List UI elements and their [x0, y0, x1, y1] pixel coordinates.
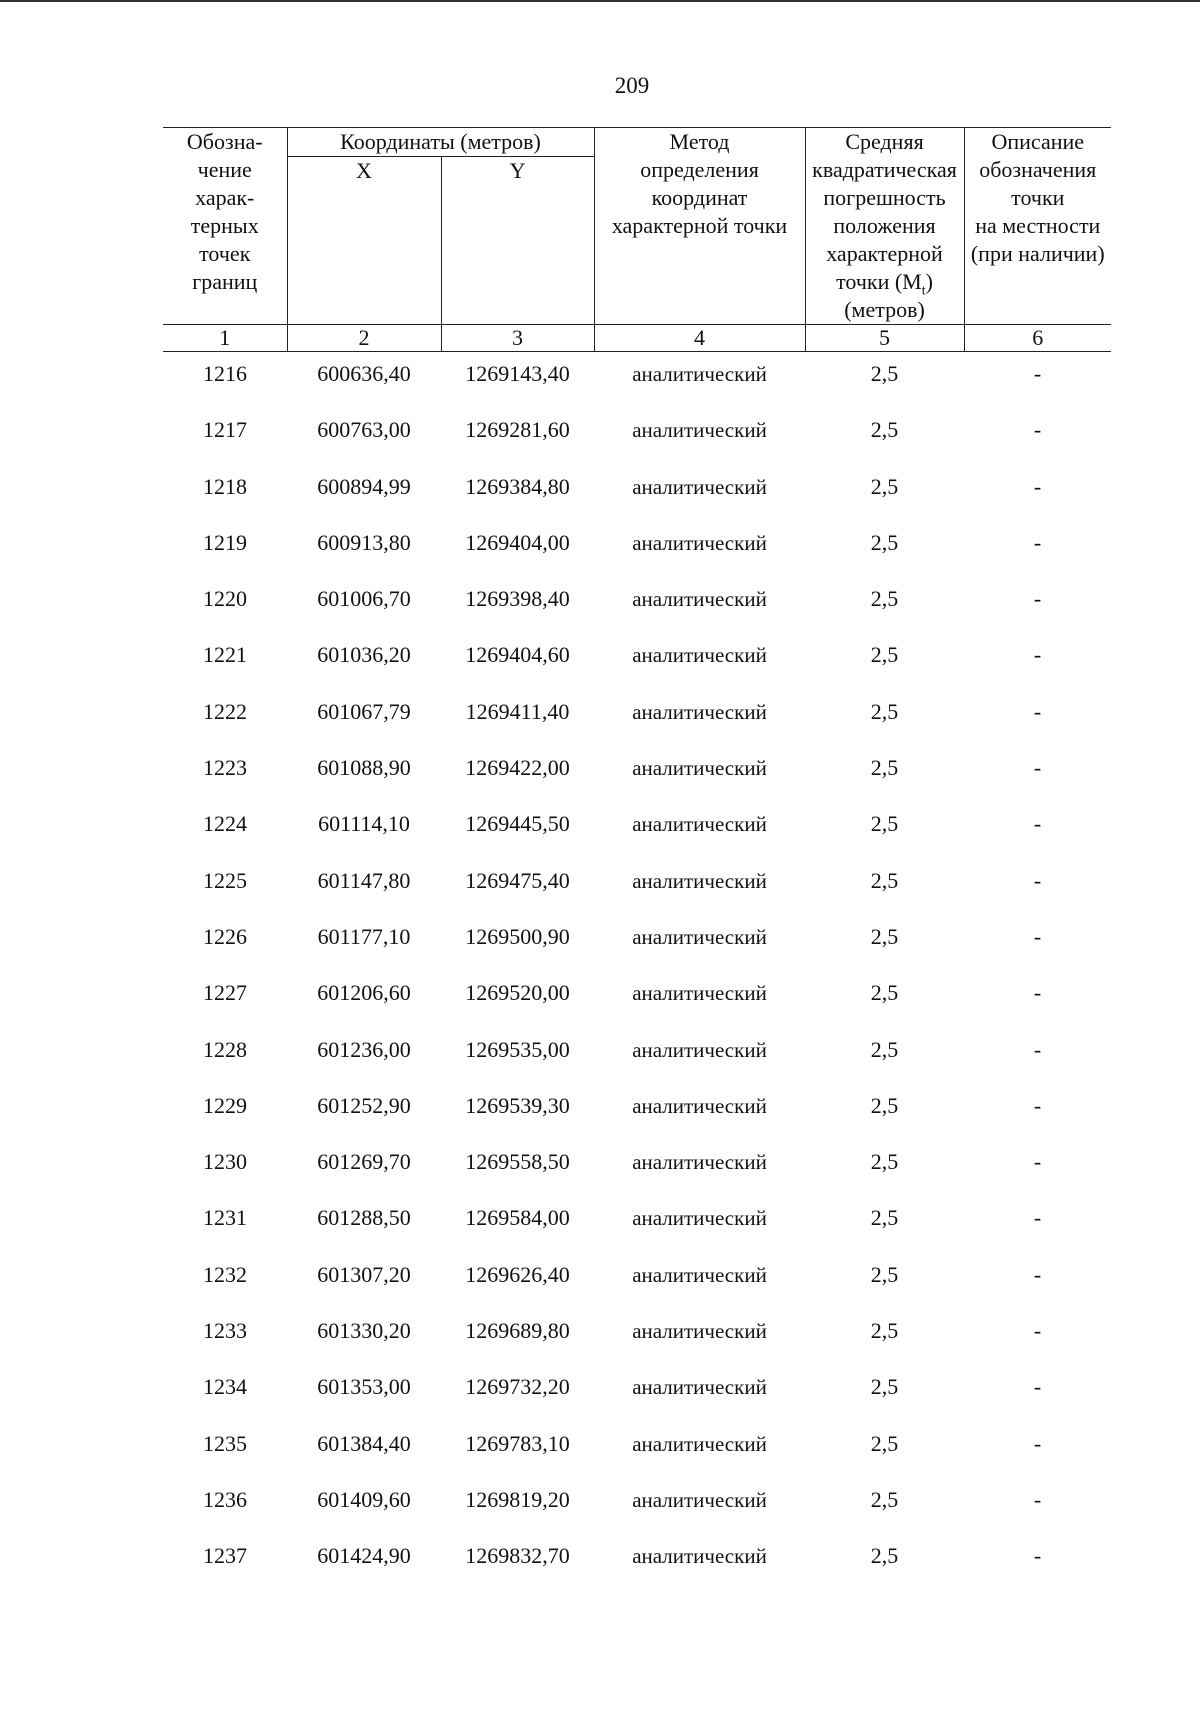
header-line: Обозна- — [186, 129, 263, 154]
cell-description: - — [1033, 755, 1042, 781]
cell-error: 2,5 — [870, 1543, 899, 1569]
cell-error: 2,5 — [870, 755, 899, 781]
cell-point-id: 1227 — [203, 980, 247, 1006]
cell-point-id: 1234 — [203, 1374, 247, 1400]
cell-y: 1269626,40 — [465, 1261, 570, 1287]
header-mean-square-error — [805, 128, 964, 325]
cell-point-id: 1222 — [203, 698, 247, 724]
table-row — [163, 1148, 1111, 1204]
table-row — [163, 867, 1111, 923]
cell-x: 601269,70 — [317, 1149, 411, 1175]
header-line: (метров) — [844, 297, 925, 322]
cell-error: 2,5 — [870, 923, 899, 949]
cell-x: 601384,40 — [317, 1430, 411, 1456]
cell-description: - — [1033, 1149, 1042, 1175]
header-line: координат — [651, 185, 748, 210]
header-line: харак- — [195, 185, 255, 210]
cell-x: 601252,90 — [317, 1092, 411, 1118]
cell-x: 601424,90 — [317, 1543, 411, 1569]
cell-x: 601006,70 — [317, 586, 411, 612]
cell-x: 601088,90 — [317, 755, 411, 781]
cell-description: - — [1033, 1261, 1042, 1287]
header-line: определения — [640, 157, 759, 182]
column-index: 5 — [805, 325, 964, 352]
cell-point-id: 1236 — [203, 1486, 247, 1512]
cell-description: - — [1033, 361, 1042, 386]
table-row — [163, 810, 1111, 866]
cell-x: 601353,00 — [317, 1374, 411, 1400]
table-row — [163, 1261, 1111, 1317]
cell-method: аналитический — [632, 1150, 767, 1175]
cell-x: 600763,00 — [317, 417, 411, 443]
page-top-edge — [0, 0, 1200, 2]
cell-point-id: 1223 — [203, 755, 247, 781]
cell-method: аналитический — [632, 756, 767, 781]
cell-description: - — [1033, 698, 1042, 724]
cell-y: 1269832,70 — [465, 1543, 570, 1569]
cell-point-id: 1219 — [203, 529, 247, 555]
cell-error: 2,5 — [870, 1318, 899, 1344]
cell-x: 601236,00 — [317, 1036, 411, 1062]
cell-x: 601147,80 — [317, 867, 411, 893]
cell-error: 2,5 — [870, 586, 899, 612]
cell-error: 2,5 — [870, 417, 899, 443]
cell-error: 2,5 — [870, 1092, 899, 1118]
cell-y: 1269281,60 — [465, 417, 570, 443]
cell-x: 600636,40 — [317, 361, 411, 386]
header-point-designation — [163, 128, 287, 325]
header-line: погрешность — [823, 185, 946, 210]
cell-error: 2,5 — [870, 980, 899, 1006]
cell-point-id: 1225 — [203, 867, 247, 893]
mt-suffix: ) — [925, 269, 933, 294]
column-index: 2 — [287, 325, 441, 352]
cell-x: 600913,80 — [317, 529, 411, 555]
cell-point-id: 1220 — [203, 586, 247, 612]
cell-description: - — [1033, 867, 1042, 893]
cell-method: аналитический — [632, 362, 767, 386]
table-row — [163, 1092, 1111, 1148]
header-line: положения — [833, 213, 936, 238]
header-line: чение — [197, 157, 252, 182]
cell-point-id: 1217 — [203, 417, 247, 443]
cell-method: аналитический — [632, 868, 767, 893]
cell-x: 601177,10 — [317, 923, 411, 949]
cell-x: 601114,10 — [318, 811, 410, 837]
cell-y: 1269689,80 — [465, 1318, 570, 1344]
header-line: точек — [199, 241, 251, 266]
cell-point-id: 1226 — [203, 923, 247, 949]
cell-point-id: 1229 — [203, 1092, 247, 1118]
cell-method: аналитический — [632, 981, 767, 1006]
header-line: характерной — [826, 241, 943, 266]
table-row — [163, 1317, 1111, 1373]
cell-method: аналитический — [632, 1487, 767, 1512]
header-line: Метод — [669, 129, 730, 154]
cell-y: 1269732,20 — [465, 1374, 570, 1400]
column-index: 6 — [964, 325, 1111, 352]
table-row — [163, 473, 1111, 529]
page-number: 209 — [614, 73, 650, 98]
cell-point-id: 1237 — [203, 1543, 247, 1569]
cell-description: - — [1033, 980, 1042, 1006]
cell-description: - — [1033, 1036, 1042, 1062]
cell-error: 2,5 — [870, 529, 899, 555]
cell-y: 1269398,40 — [465, 586, 570, 612]
cell-description: - — [1033, 1318, 1042, 1344]
cell-method: аналитический — [632, 530, 767, 555]
cell-method: аналитический — [632, 418, 767, 443]
cell-x: 601288,50 — [317, 1205, 411, 1231]
header-method — [594, 128, 805, 325]
cell-method: аналитический — [632, 1319, 767, 1344]
header-description — [964, 128, 1111, 325]
header-line: (при наличии) — [970, 241, 1105, 266]
cell-y: 1269384,80 — [465, 473, 570, 499]
table-body — [163, 360, 1111, 1599]
cell-y: 1269558,50 — [465, 1149, 570, 1175]
cell-y: 1269500,90 — [465, 923, 570, 949]
cell-method: аналитический — [632, 643, 767, 668]
cell-method: аналитический — [632, 474, 767, 499]
header-coordinates-group: Координаты (метров) — [287, 128, 594, 157]
cell-description: - — [1033, 923, 1042, 949]
header-line: Средняя — [845, 129, 924, 154]
cell-error: 2,5 — [870, 811, 899, 837]
cell-y: 1269520,00 — [465, 980, 570, 1006]
cell-y: 1269411,40 — [465, 698, 570, 724]
cell-x: 601036,20 — [317, 642, 411, 668]
cell-error: 2,5 — [870, 867, 899, 893]
cell-method: аналитический — [632, 1544, 767, 1569]
cell-point-id: 1218 — [203, 473, 247, 499]
cell-method: аналитический — [632, 1037, 767, 1062]
header-line: на местности — [975, 213, 1101, 238]
table-row — [163, 416, 1111, 472]
cell-error: 2,5 — [870, 1205, 899, 1231]
coordinates-table — [163, 127, 1111, 1599]
header-line: точки — [1011, 185, 1065, 210]
cell-method: аналитический — [632, 1431, 767, 1456]
table-row — [163, 754, 1111, 810]
cell-description: - — [1033, 1430, 1042, 1456]
table-row — [163, 1430, 1111, 1486]
cell-error: 2,5 — [870, 642, 899, 668]
table-row — [163, 585, 1111, 641]
cell-x: 601067,79 — [317, 698, 411, 724]
cell-y: 1269445,50 — [465, 811, 570, 837]
cell-x: 601409,60 — [317, 1486, 411, 1512]
cell-y: 1269535,00 — [465, 1036, 570, 1062]
cell-error: 2,5 — [870, 1036, 899, 1062]
header-line: квадратическая — [812, 157, 957, 182]
table-row — [163, 923, 1111, 979]
cell-error: 2,5 — [870, 1374, 899, 1400]
cell-error: 2,5 — [870, 1486, 899, 1512]
cell-description: - — [1033, 1374, 1042, 1400]
cell-error: 2,5 — [870, 1261, 899, 1287]
header-line: характерной точки — [611, 213, 788, 238]
header-x: X — [287, 157, 441, 325]
cell-description: - — [1033, 417, 1042, 443]
cell-method: аналитический — [632, 924, 767, 949]
cell-description: - — [1033, 586, 1042, 612]
table-row — [163, 698, 1111, 754]
table-row — [163, 1373, 1111, 1429]
cell-x: 601206,60 — [317, 980, 411, 1006]
header-line-mt — [806, 268, 964, 299]
cell-y: 1269539,30 — [465, 1092, 570, 1118]
column-index: 4 — [594, 325, 805, 352]
cell-point-id: 1231 — [203, 1205, 247, 1231]
cell-point-id: 1232 — [203, 1261, 247, 1287]
cell-description: - — [1033, 473, 1042, 499]
cell-method: аналитический — [632, 699, 767, 724]
cell-point-id: 1233 — [203, 1318, 247, 1344]
cell-description: - — [1033, 529, 1042, 555]
mt-prefix: точки (M — [836, 269, 922, 294]
header-line: терных — [190, 213, 259, 238]
cell-y: 1269143,40 — [465, 361, 570, 386]
table-row — [163, 641, 1111, 697]
cell-method: аналитический — [632, 587, 767, 612]
cell-description: - — [1033, 1486, 1042, 1512]
cell-description: - — [1033, 1205, 1042, 1231]
cell-point-id: 1235 — [203, 1430, 247, 1456]
cell-y: 1269783,10 — [465, 1430, 570, 1456]
cell-x: 600894,99 — [317, 473, 411, 499]
cell-y: 1269422,00 — [465, 755, 570, 781]
cell-point-id: 1216 — [203, 361, 247, 386]
cell-point-id: 1221 — [203, 642, 247, 668]
cell-error: 2,5 — [870, 1149, 899, 1175]
cell-method: аналитический — [632, 1093, 767, 1118]
cell-y: 1269584,00 — [465, 1205, 570, 1231]
table-row — [163, 1486, 1111, 1542]
cell-y: 1269404,00 — [465, 529, 570, 555]
column-index: 3 — [441, 325, 594, 352]
cell-error: 2,5 — [870, 698, 899, 724]
cell-description: - — [1033, 642, 1042, 668]
table-row — [163, 360, 1111, 416]
table-row — [163, 1036, 1111, 1092]
cell-description: - — [1033, 1543, 1042, 1569]
cell-y: 1269404,60 — [465, 642, 570, 668]
table-row — [163, 1542, 1111, 1598]
cell-y: 1269475,40 — [465, 867, 570, 893]
cell-description: - — [1033, 811, 1042, 837]
cell-point-id: 1224 — [203, 811, 247, 837]
table-row — [163, 1204, 1111, 1260]
header-line: Описание — [991, 129, 1085, 154]
cell-method: аналитический — [632, 1375, 767, 1400]
cell-method: аналитический — [632, 1206, 767, 1231]
header-line: границ — [192, 269, 258, 294]
cell-point-id: 1230 — [203, 1149, 247, 1175]
spacer — [163, 352, 1111, 361]
cell-error: 2,5 — [870, 361, 899, 386]
cell-point-id: 1228 — [203, 1036, 247, 1062]
cell-method: аналитический — [632, 812, 767, 837]
header-y: Y — [441, 157, 594, 325]
header-line: обозначения — [979, 157, 1097, 182]
table-row — [163, 529, 1111, 585]
cell-error: 2,5 — [870, 1430, 899, 1456]
mt-subscript: t — [921, 283, 926, 299]
cell-method: аналитический — [632, 1262, 767, 1287]
column-index: 1 — [163, 325, 287, 352]
cell-x: 601330,20 — [317, 1318, 411, 1344]
table-row — [163, 979, 1111, 1035]
cell-error: 2,5 — [870, 473, 899, 499]
cell-description: - — [1033, 1092, 1042, 1118]
cell-y: 1269819,20 — [465, 1486, 570, 1512]
cell-x: 601307,20 — [317, 1261, 411, 1287]
